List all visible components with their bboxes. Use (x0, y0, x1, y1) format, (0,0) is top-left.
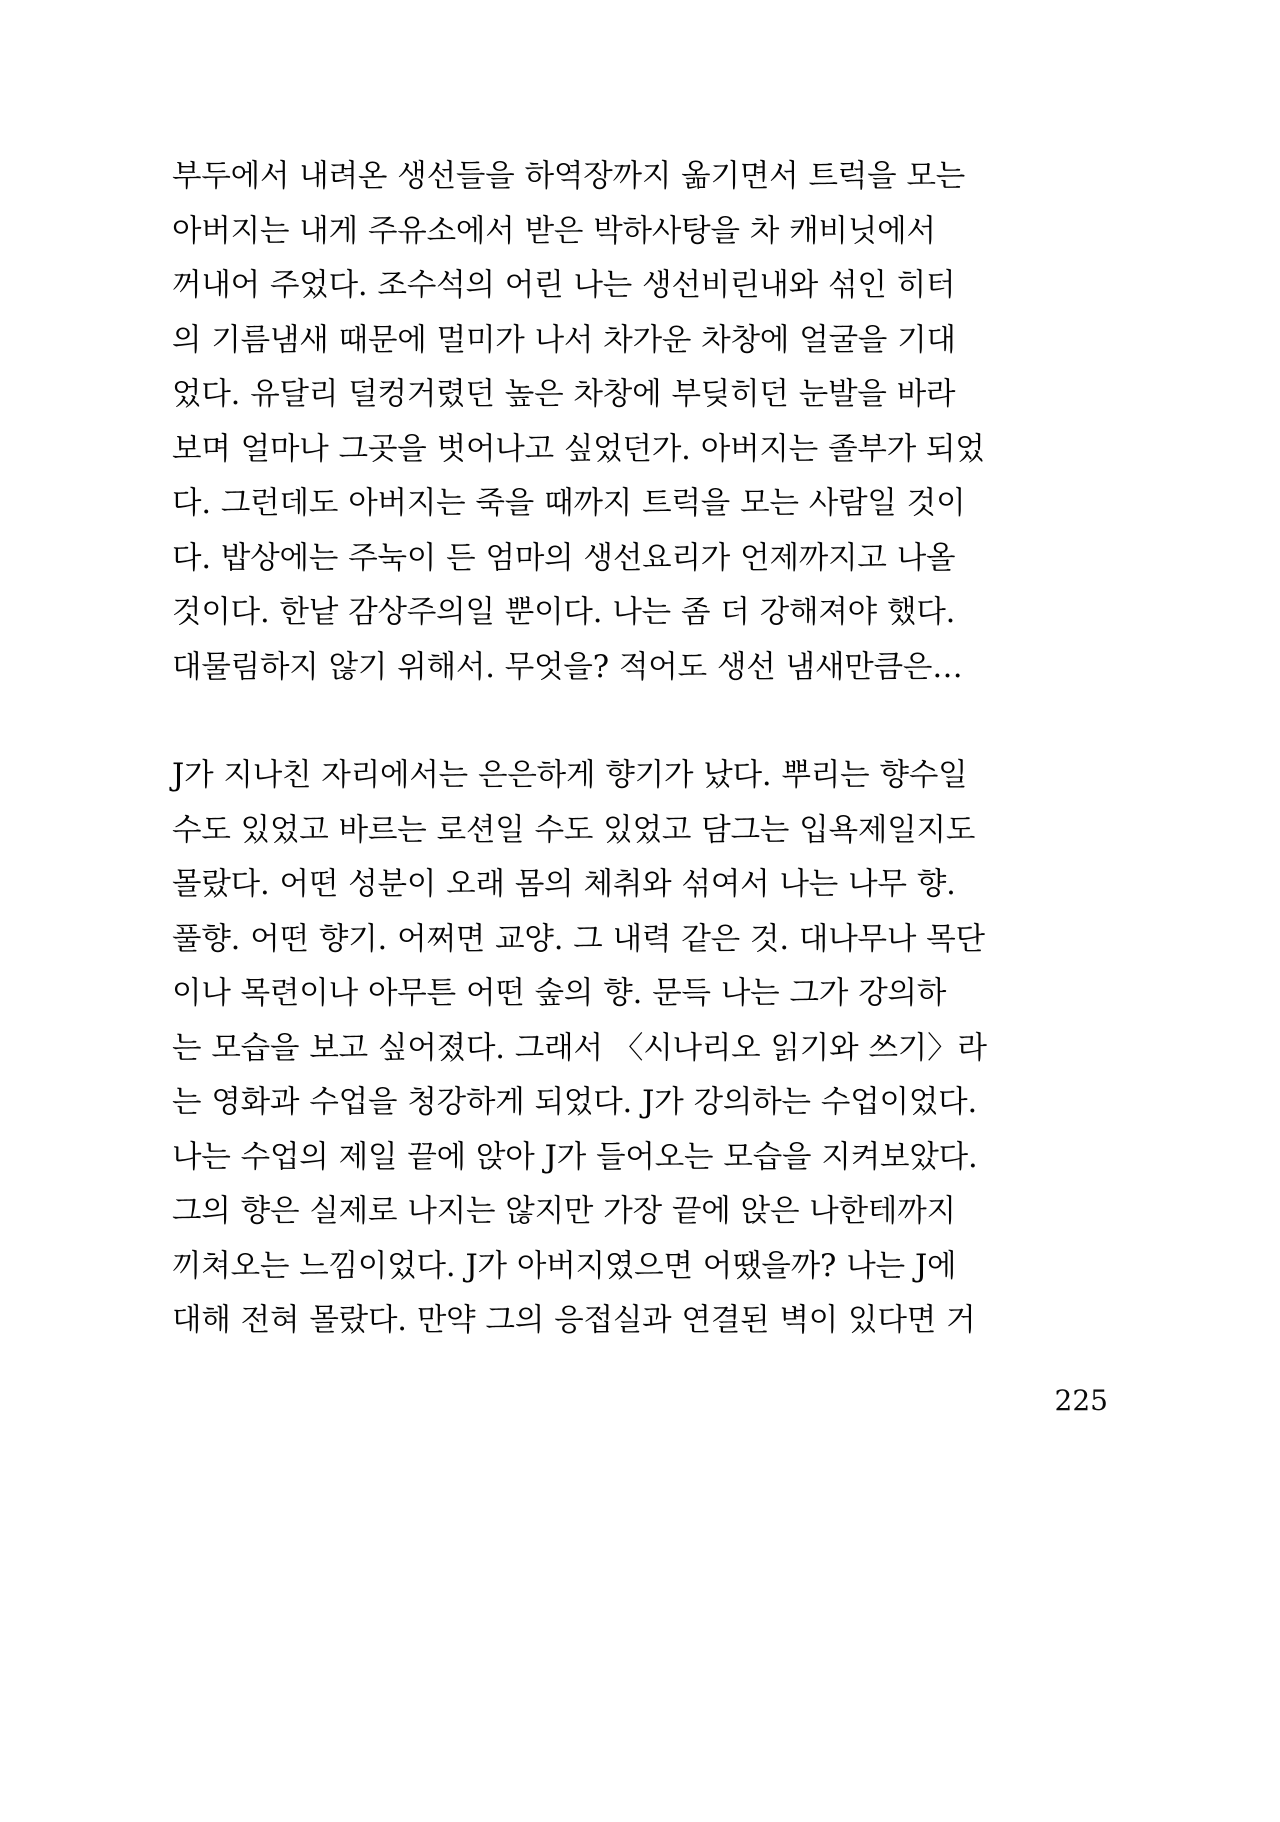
paragraph-2-line-7: 는 영화과 수업을 청강하게 되었다. J가 강의하는 수업이었다. (172, 1085, 977, 1120)
paragraph-1-line-5: 었다. 유달리 덜컹거렸던 높은 차창에 부딪히던 눈발을 바라 (172, 377, 956, 412)
paragraph-2-line-4: 풀향. 어떤 향기. 어쩌면 교양. 그 내력 같은 것. 대나무나 목단 (172, 921, 985, 957)
paragraph-2-line-2: 수도 있었고 바르는 로션일 수도 있었고 담그는 입욕제일지도 (172, 812, 976, 848)
paragraph-1 (172, 150, 985, 695)
paragraph-1-line-10: 대물림하지 않기 위해서. 무엇을? 적어도 생선 냄새만큼은… (172, 649, 963, 685)
paragraph-2-line-6: 는 모습을 보고 싶어졌다. 그래서 〈시나리오 읽기와 쓰기〉라 (172, 1030, 987, 1066)
paragraph-2-line-9: 그의 향은 실제로 나지는 않지만 가장 끝에 앉은 나한테까지 (172, 1194, 956, 1229)
paragraph-2-line-11: 대해 전혀 몰랐다. 만약 그의 응접실과 연결된 벽이 있다면 거 (172, 1303, 976, 1338)
paragraph-2-line-5: 이나 목련이나 아무튼 어떤 숲의 향. 문득 나는 그가 강의하 (172, 976, 947, 1011)
body-text-column (172, 150, 987, 1349)
paragraph-1-line-4: 의 기름냄새 때문에 멀미가 나서 차가운 차창에 얼굴을 기대 (172, 322, 956, 358)
paragraph-1-line-3: 꺼내어 주었다. 조수석의 어린 나는 생선비린내와 섞인 히터 (172, 268, 956, 303)
paragraph-1-line-8: 다. 밥상에는 주눅이 든 엄마의 생선요리가 언제까지고 나올 (172, 540, 956, 576)
paragraph-2-line-1: J가 지나친 자리에서는 은은하게 향기가 났다. 뿌리는 향수일 (172, 758, 968, 793)
paragraph-1-line-7: 다. 그런데도 아버지는 죽을 때까지 트럭을 모는 사람일 것이 (172, 486, 966, 521)
paragraph-1-line-2: 아버지는 내게 주유소에서 받은 박하사탕을 차 캐비닛에서 (172, 213, 936, 249)
paragraph-2-line-10: 끼쳐오는 느낌이었다. J가 아버지였으면 어땠을까? 나는 J에 (172, 1248, 957, 1284)
paragraph-2-line-8: 나는 수업의 제일 끝에 앉아 J가 들어오는 모습을 지켜보았다. (172, 1139, 978, 1175)
paragraph-2-line-3: 몰랐다. 어떤 성분이 오래 몸의 체취와 섞여서 나는 나무 향. (172, 867, 956, 902)
paragraph-2 (172, 749, 987, 1349)
paragraph-1-line-9: 것이다. 한낱 감상주의일 뿐이다. 나는 좀 더 강해져야 했다. (172, 595, 956, 630)
paragraph-1-line-1: 부두에서 내려온 생선들을 하역장까지 옮기면서 트럭을 모는 (172, 159, 966, 194)
paragraph-1-line-6: 보며 얼마나 그곳을 벗어나고 싶었던가. 아버지는 졸부가 되었 (172, 431, 985, 467)
page-number: 225 (1054, 1384, 1108, 1417)
